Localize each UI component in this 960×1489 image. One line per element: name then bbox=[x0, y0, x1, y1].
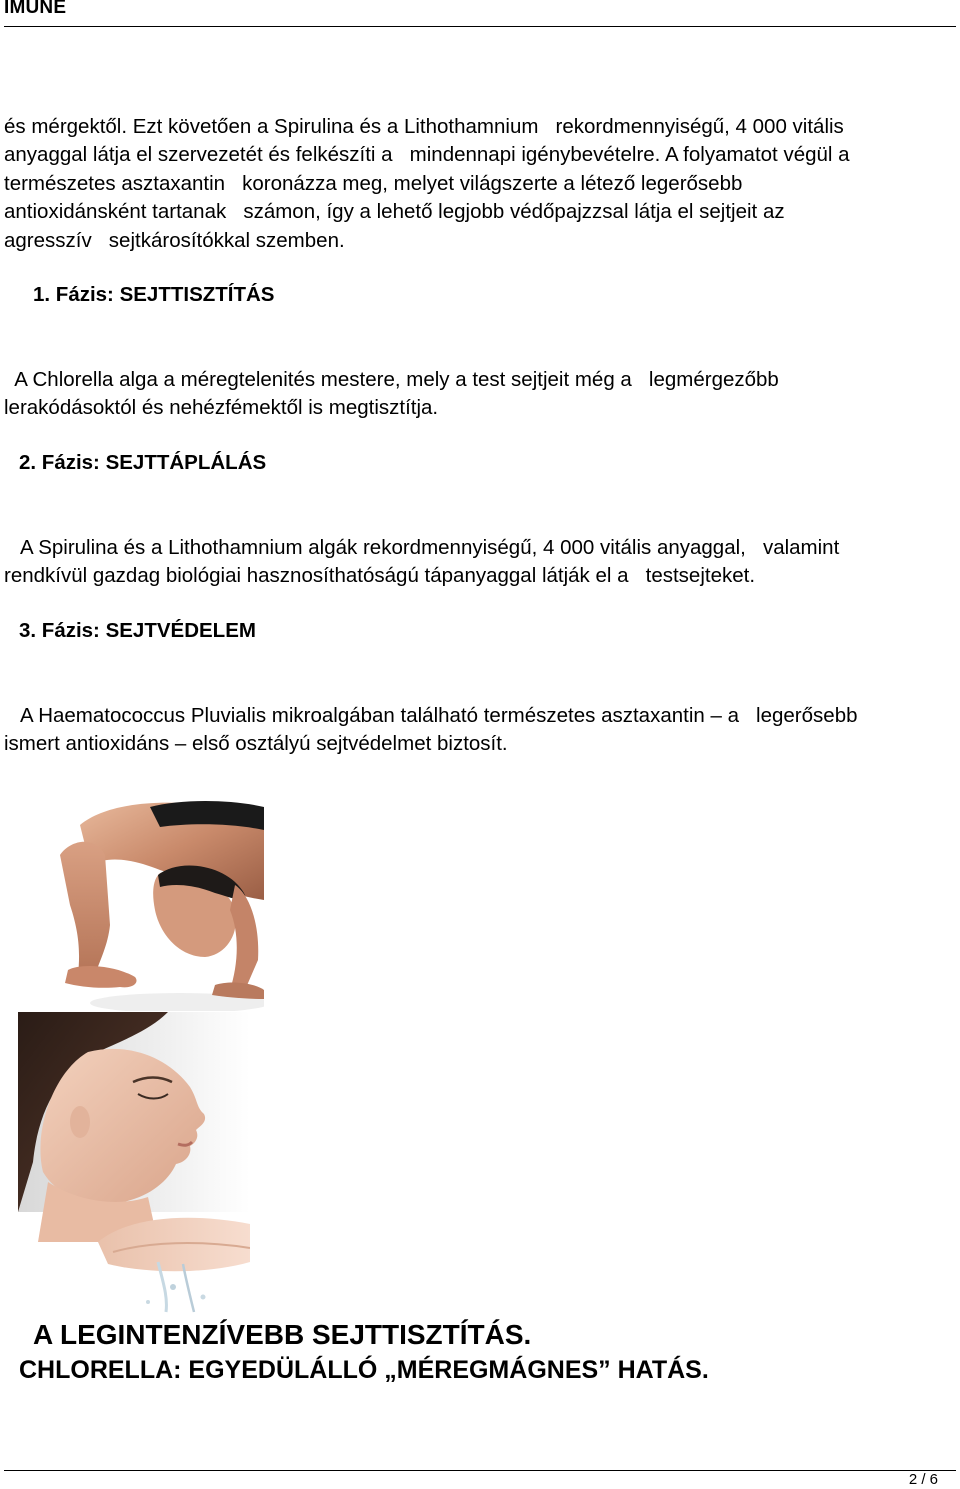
intro-line: agresszív sejtkárosítókkal szemben. bbox=[4, 229, 345, 252]
header-divider bbox=[4, 26, 956, 27]
pushup-photo bbox=[40, 785, 264, 1011]
face-photo bbox=[18, 1012, 250, 1318]
phase-heading: 1. Fázis: SEJTTISZTÍTÁS bbox=[33, 283, 275, 306]
phase-body-line: lerakódásoktól és nehézfémektől is megtisztítja. bbox=[4, 396, 439, 419]
phase-body-line: A Spirulina és a Lithothamnium algák rekordmennyiségű, 4 000 vitális anyaggal, valamint bbox=[4, 536, 840, 559]
header-title: IMUNE bbox=[4, 0, 67, 18]
intro-line: és mérgektől. Ezt követően a Spirulina és a Lithothamnium rekordmennyiségű, 4 000 vitális bbox=[4, 115, 844, 138]
footer-divider bbox=[4, 1470, 956, 1471]
intro-line: antioxidánsként tartanak számon, így a lehető legjobb védőpajzzsal látja el sejtjeit az bbox=[4, 200, 785, 223]
woman-face-water-photo-icon bbox=[18, 1012, 250, 1318]
promo-headline: A LEGINTENZÍVEBB SEJTTISZTÍTÁS. bbox=[33, 1319, 532, 1350]
phase-heading: 2. Fázis: SEJTTÁPLÁLÁS bbox=[19, 451, 267, 474]
phase-body-line: A Chlorella alga a méregtelenités mestere, mely a test sejtjeit még a legmérgezőbb bbox=[4, 368, 779, 391]
phase-body-line: A Haematococcus Pluvialis mikroalgában található természetes asztaxantin – a legerősebb bbox=[4, 704, 858, 727]
intro-line: természetes asztaxantin koronázza meg, melyet világszerte a létező legerősebb bbox=[4, 172, 743, 195]
man-doing-pushup-photo-icon bbox=[40, 785, 264, 1011]
phase-body-line: ismert antioxidáns – első osztályú sejtvédelmet biztosít. bbox=[4, 732, 508, 755]
promo-subheadline: CHLORELLA: EGYEDÜLÁLLÓ „MÉREGMÁGNES” HATÁS. bbox=[19, 1356, 709, 1384]
phase-body-line: rendkívül gazdag biológiai hasznosíthatóságú tápanyaggal látják el a testsejteket. bbox=[4, 564, 756, 587]
phase-heading: 3. Fázis: SEJTVÉDELEM bbox=[19, 619, 256, 642]
intro-line: anyaggal látja el szervezetét és felkészíti a mindennapi igénybevételre. A folyamatot végül a bbox=[4, 143, 850, 166]
page-number: 2 / 6 bbox=[908, 1471, 938, 1488]
